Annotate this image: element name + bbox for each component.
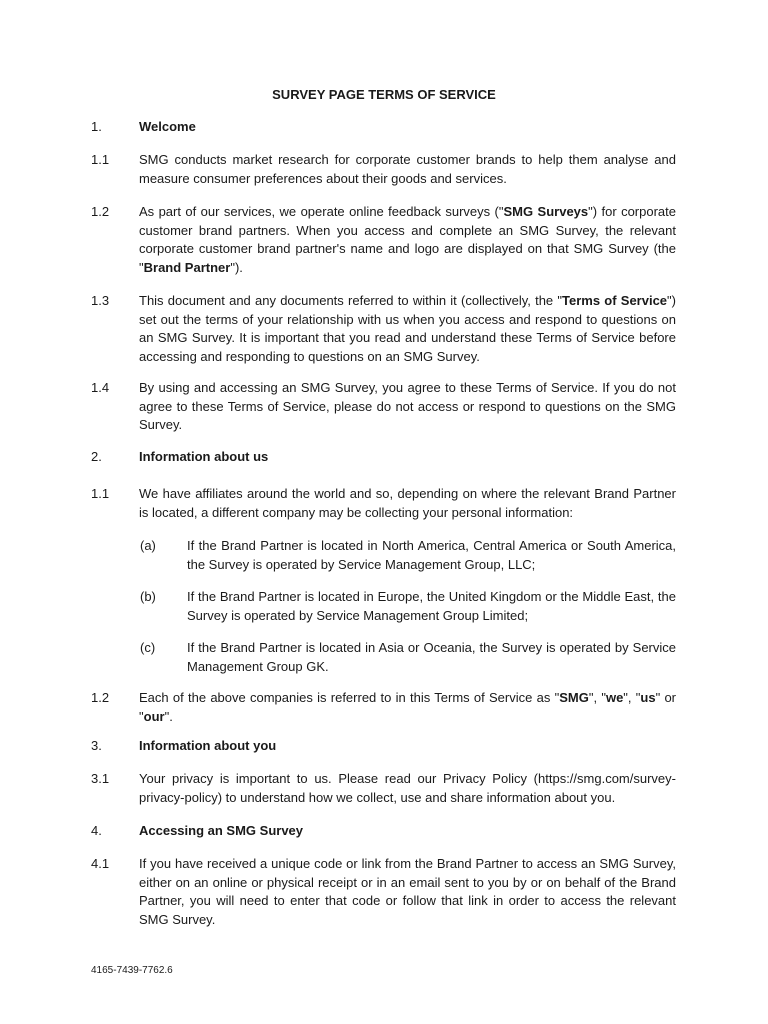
subclause-text: If the Brand Partner is located in North America, Central America or South America, the Survey is operated by Service Management Group, LLC;	[187, 538, 676, 572]
defined-term: our	[143, 708, 165, 724]
document-reference-number: 4165-7439-7762.6	[91, 965, 173, 976]
clause-text: We have affiliates around the world and so, depending on where the relevant Brand Partner is located, a different company may be collecting your personal information:	[139, 486, 676, 520]
subclause-letter: (b)	[140, 589, 156, 604]
clause-text: SMG conducts market research for corporate customer brands to help them analyse and measure consumer preferences about their goods and services.	[139, 152, 676, 186]
defined-term: Terms of Service	[562, 293, 668, 308]
clause-number: 1.2	[91, 204, 110, 219]
section-title: Accessing an SMG Survey	[139, 823, 304, 838]
defined-term: SMG	[559, 690, 589, 705]
section-number: 4.	[91, 823, 102, 838]
clause-text: By using and accessing an SMG Survey, you agree to these Terms of Service. If you do not agree to these Terms of Service, please do not access or respond to questions on the SMG Survey.	[139, 380, 676, 432]
clause-number: 1.4	[91, 380, 110, 395]
subclause-text: If the Brand Partner is located in Europe, the United Kingdom or the Middle East, the Survey is operated by Service Management Group Limited;	[187, 589, 676, 623]
section-number: 2.	[91, 449, 102, 464]
clause-text: Your privacy is important to us. Please read our Privacy Policy (https://smg.com/survey-privacy-policy) to understand how we collect, use and share information about you.	[139, 771, 676, 805]
defined-term: Brand Partner	[143, 259, 231, 275]
clause-number: 3.1	[91, 771, 110, 786]
defined-term: us	[640, 690, 656, 705]
clause-number: 1.1	[91, 152, 110, 167]
subclause-letter: (c)	[140, 640, 156, 655]
subclause-text: If the Brand Partner is located in Asia or Oceania, the Survey is operated by Service Management Group GK.	[187, 640, 676, 674]
section-number: 1.	[91, 119, 102, 134]
defined-term: we	[605, 690, 624, 705]
clause-number: 1.3	[91, 293, 110, 308]
section-title: Information about you	[139, 738, 277, 753]
clause-number: 1.2	[91, 690, 110, 705]
clause-text: As part of our services, we operate online feedback surveys ("SMG Surveys") for corporate customer brand partners. When you access and complete an SMG Survey, the relevant corporate customer brand partner's name and logo are displayed on that SMG Survey (the "Brand Partner").	[139, 204, 676, 275]
document-title: SURVEY PAGE TERMS OF SERVICE	[272, 87, 496, 102]
defined-term: SMG Surveys	[503, 204, 589, 219]
clause-text: If you have received a unique code or link from the Brand Partner to access an SMG Survey, either on an online or physical receipt or in an email sent to you by or on behalf of the Brand Partner, you will need to enter that code or follow that link in order to access the relevant SMG Survey.	[139, 856, 676, 927]
section-title: Information about us	[139, 449, 269, 464]
clause-text: This document and any documents referred to within it (collectively, the "Terms of Service") set out the terms of your relationship with us when you access and respond to questions on an SMG Survey. It is important that you read and understand these Terms of Service before accessing and responding to questions on an SMG Survey.	[139, 293, 676, 364]
subclause-letter: (a)	[140, 538, 156, 553]
clause-number: 1.1	[91, 486, 110, 501]
clause-number: 4.1	[91, 856, 110, 871]
section-title: Welcome	[139, 119, 196, 134]
clause-text: Each of the above companies is referred to in this Terms of Service as "SMG", "we", "us" or "our".	[139, 690, 677, 724]
section-number: 3.	[91, 738, 102, 753]
